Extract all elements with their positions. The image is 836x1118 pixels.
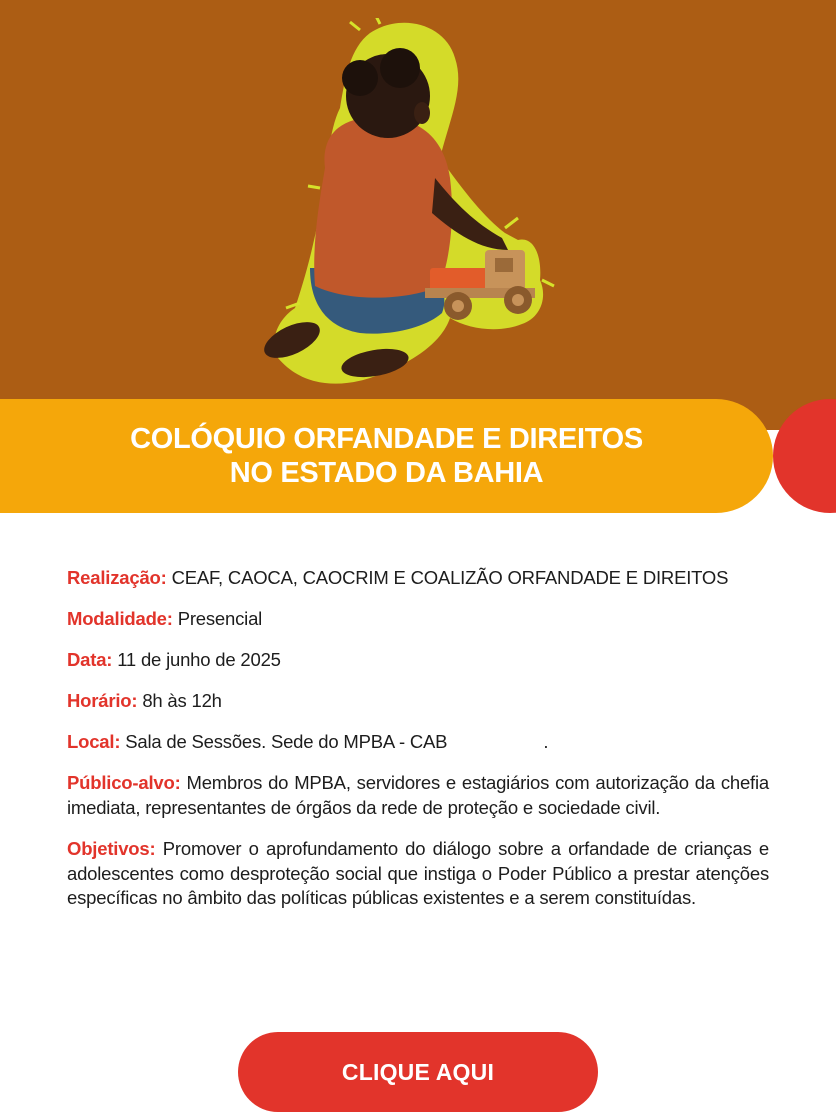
event-title-line1: COLÓQUIO ORFANDADE E DIREITOS bbox=[130, 423, 643, 455]
detail-publico bbox=[67, 771, 769, 820]
event-title bbox=[130, 422, 643, 490]
event-title-line2: NO ESTADO DA BAHIA bbox=[229, 457, 544, 489]
publico-value: Membros do MPBA, servidores e estagiários com autorização da chefia imediata, representantes de órgãos da rede de proteção e sociedade civil. bbox=[67, 772, 769, 818]
clique-aqui-button[interactable]: CLIQUE AQUI bbox=[238, 1032, 598, 1112]
realizacao-label: Realização: bbox=[67, 567, 167, 588]
modalidade-label: Modalidade: bbox=[67, 608, 173, 629]
modalidade-value: Presencial bbox=[177, 608, 263, 629]
local-suffix: . bbox=[543, 731, 549, 752]
publico-label: Público-alvo: bbox=[67, 772, 181, 793]
local-label: Local: bbox=[67, 731, 121, 752]
detail-modalidade bbox=[67, 607, 769, 631]
data-value: 11 de junho de 2025 bbox=[117, 649, 281, 670]
detail-realizacao bbox=[67, 566, 769, 590]
detail-objetivos bbox=[67, 837, 769, 911]
local-value: Sala de Sessões. Sede do MPBA - CAB bbox=[125, 731, 448, 752]
objetivos-value: Promover o aprofundamento do diálogo sobre a orfandade de crianças e adolescentes como desproteção social que instiga o Poder Público a prestar atenções específicas no âmbito das políticas públicas existentes e a serem constituídas. bbox=[67, 838, 769, 908]
hero-banner bbox=[0, 0, 836, 430]
title-banner bbox=[0, 399, 773, 513]
data-label: Data: bbox=[67, 649, 113, 670]
detail-local bbox=[67, 730, 769, 754]
horario-value: 8h às 12h bbox=[142, 690, 222, 711]
horario-label: Horário: bbox=[67, 690, 138, 711]
objetivos-label: Objetivos: bbox=[67, 838, 156, 859]
child-playing-illustration bbox=[250, 18, 570, 398]
event-details bbox=[67, 566, 769, 928]
detail-horario bbox=[67, 689, 769, 713]
detail-data bbox=[67, 648, 769, 672]
realizacao-value: CEAF, CAOCA, CAOCRIM E COALIZÃO ORFANDADE E DIREITOS bbox=[171, 567, 729, 588]
